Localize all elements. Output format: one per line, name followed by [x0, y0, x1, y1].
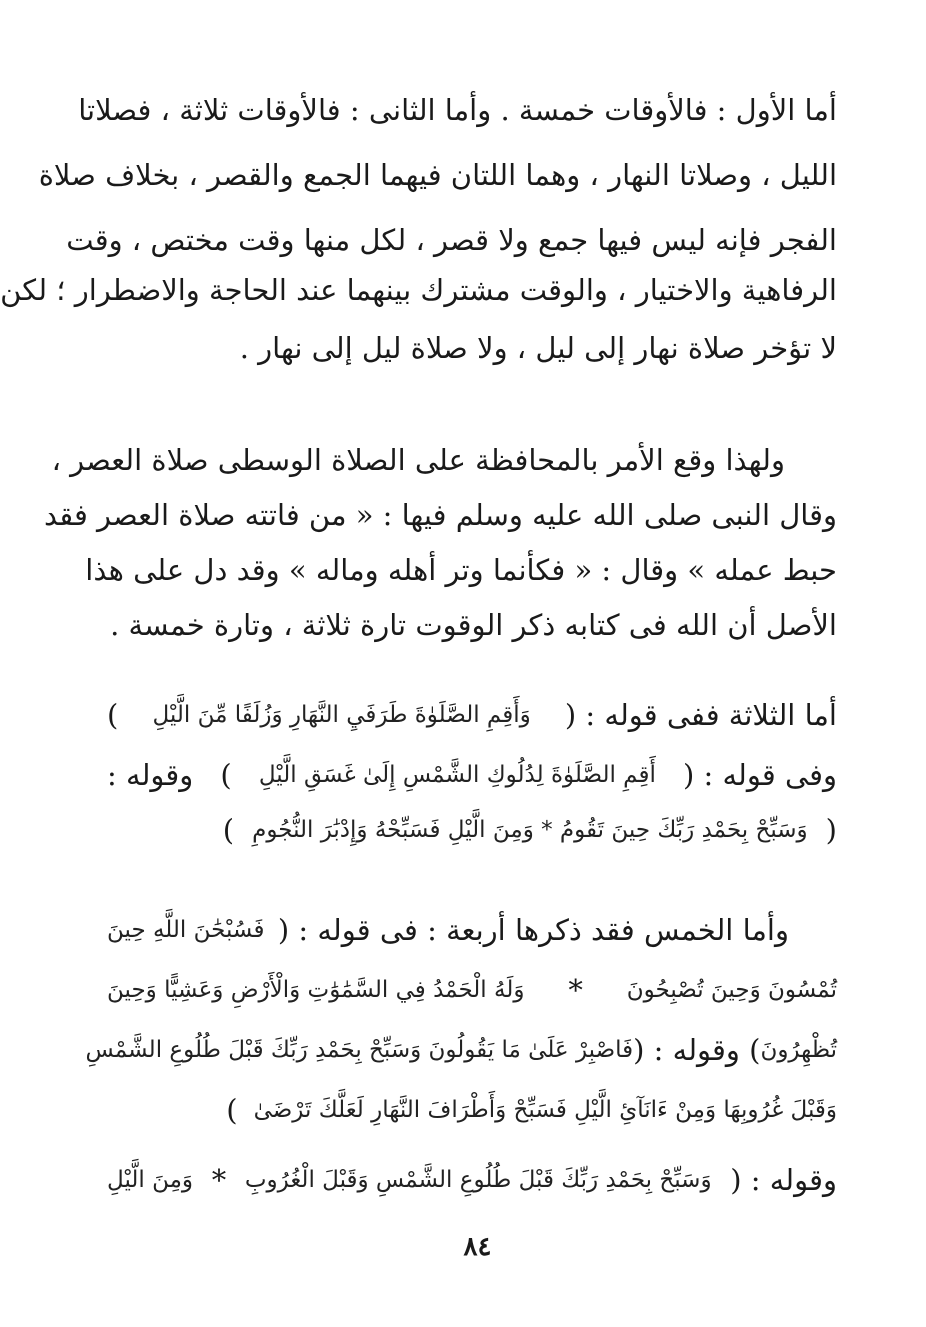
quran-verse-hud-114: وَأَقِمِ الصَّلَوٰةَ طَرَفَيِ النَّهَارِ وَزُلَفًا مِّنَ الَّيْلِ: [152, 702, 531, 728]
five-times-line-2: [107, 960, 837, 1020]
paragraph-1-line-2: الليل ، وصلاتا النهار ، وهما اللتان فيهما الجمع والقصر ، بخلاف صلاة: [38, 158, 837, 192]
five-times-third-intro: وقوله : (: [730, 1163, 837, 1197]
quran-verse-tur-48-49: وَسَبِّحْ بِحَمْدِ رَبِّكَ حِينَ تَقُومُ * وَمِنَ الَّيْلِ فَسَبِّحْهُ وَإِدْبَٰرَ النُّجُومِ: [252, 817, 808, 843]
quran-verse-isra-78: أَقِمِ الصَّلَوٰةَ لِدُلُوكِ الشَّمْسِ إِلَىٰ غَسَقِ الَّيْلِ: [258, 762, 656, 788]
five-times-line-3: [85, 1020, 837, 1080]
three-times-intro: أما الثلاثة ففى قوله : (: [564, 698, 837, 732]
paragraph-2-line-4: الأصل أن الله فى كتابه ذكر الوقوت تارة ثلاثة ، وتارة خمسة .: [110, 608, 837, 642]
three-times-line-1: [107, 685, 837, 745]
quran-verse-qaf-40: وَمِنَ الَّيْلِ: [107, 1167, 194, 1193]
quran-verse-rum-17: فَسُبْحَٰنَ اللَّهِ حِينَ: [107, 917, 265, 943]
quran-verse-rum-17-cont: تُمْسُونَ وَحِينَ تُصْبِحُونَ: [626, 977, 837, 1003]
five-times-line-1: [107, 900, 837, 960]
paragraph-1-line-4: الرفاهية والاختيار ، والوقت مشترك بينهما عند الحاجة والاضطرار ؛ لكن: [0, 273, 837, 307]
open-bracket: (: [825, 813, 837, 847]
five-times-second-intro: ) وقوله : (: [633, 1033, 761, 1067]
five-times-intro: وأما الخمس فقد ذكرها أربعة : فى قوله : (: [277, 913, 789, 947]
five-times-line-5: [107, 1150, 837, 1210]
paragraph-1-line-3: الفجر فإنه ليس فيها جمع ولا قصر ، لكل منها وقت مختص ، وقت: [66, 223, 837, 257]
quran-verse-taha-130: فَاصْبِرْ عَلَىٰ مَا يَقُولُونَ وَسَبِّحْ بِحَمْدِ رَبِّكَ قَبْلَ طُلُوعِ الشَّمْسِ: [85, 1037, 634, 1063]
close-bracket: ): [220, 758, 232, 792]
close-bracket: ): [107, 698, 119, 732]
paragraph-2-line-2: وقال النبى صلى الله عليه وسلم فيها : « من فاتته صلاة العصر فقد: [44, 498, 837, 532]
verse-separator-star: *: [211, 1163, 227, 1197]
quran-verse-qaf-39: وَسَبِّحْ بِحَمْدِ رَبِّكَ قَبْلَ طُلُوعِ الشَّمْسِ وَقَبْلَ الْغُرُوبِ: [244, 1167, 712, 1193]
three-times-second-intro: وفى قوله : (: [682, 758, 837, 792]
paragraph-1-line-1: أما الأول : فالأوقات خمسة . وأما الثانى : فالأوقات ثلاثة ، فصلاتا: [78, 93, 837, 127]
quran-verse-rum-18: وَلَهُ الْحَمْدُ فِي السَّمَٰوَٰتِ وَالْأَرْضِ وَعَشِيًّا وَحِينَ: [107, 977, 525, 1003]
three-times-line-3: [107, 800, 837, 860]
paragraph-2-line-3: حبط عمله » وقال : « فكأنما وتر أهله وماله » وقد دل على هذا: [85, 553, 837, 587]
paragraph-2-line-1: ولهذا وقع الأمر بالمحافظة على الصلاة الوسطى صلاة العصر ،: [51, 443, 785, 477]
five-times-line-4: [107, 1080, 837, 1140]
quran-verse-rum-18-cont: تُظْهِرُونَ: [760, 1037, 837, 1063]
page-number: ٨٤: [463, 1232, 492, 1262]
paragraph-1-line-5: لا تؤخر صلاة نهار إلى ليل ، ولا صلاة ليل إلى نهار .: [239, 331, 837, 365]
close-bracket: ): [226, 1093, 238, 1127]
quran-verse-taha-130-cont: وَقَبْلَ غُرُوبِهَا وَمِنْ ءَانَآئِ الَّيْلِ فَسَبِّحْ وَأَطْرَافَ النَّهَارِ لَعَلَّكَ تَرْضَىٰ: [253, 1097, 837, 1123]
verse-separator-star: *: [568, 973, 583, 1007]
three-times-third-intro: وقوله :: [107, 758, 194, 792]
close-bracket: ): [222, 813, 235, 847]
three-times-line-2: [107, 745, 837, 805]
